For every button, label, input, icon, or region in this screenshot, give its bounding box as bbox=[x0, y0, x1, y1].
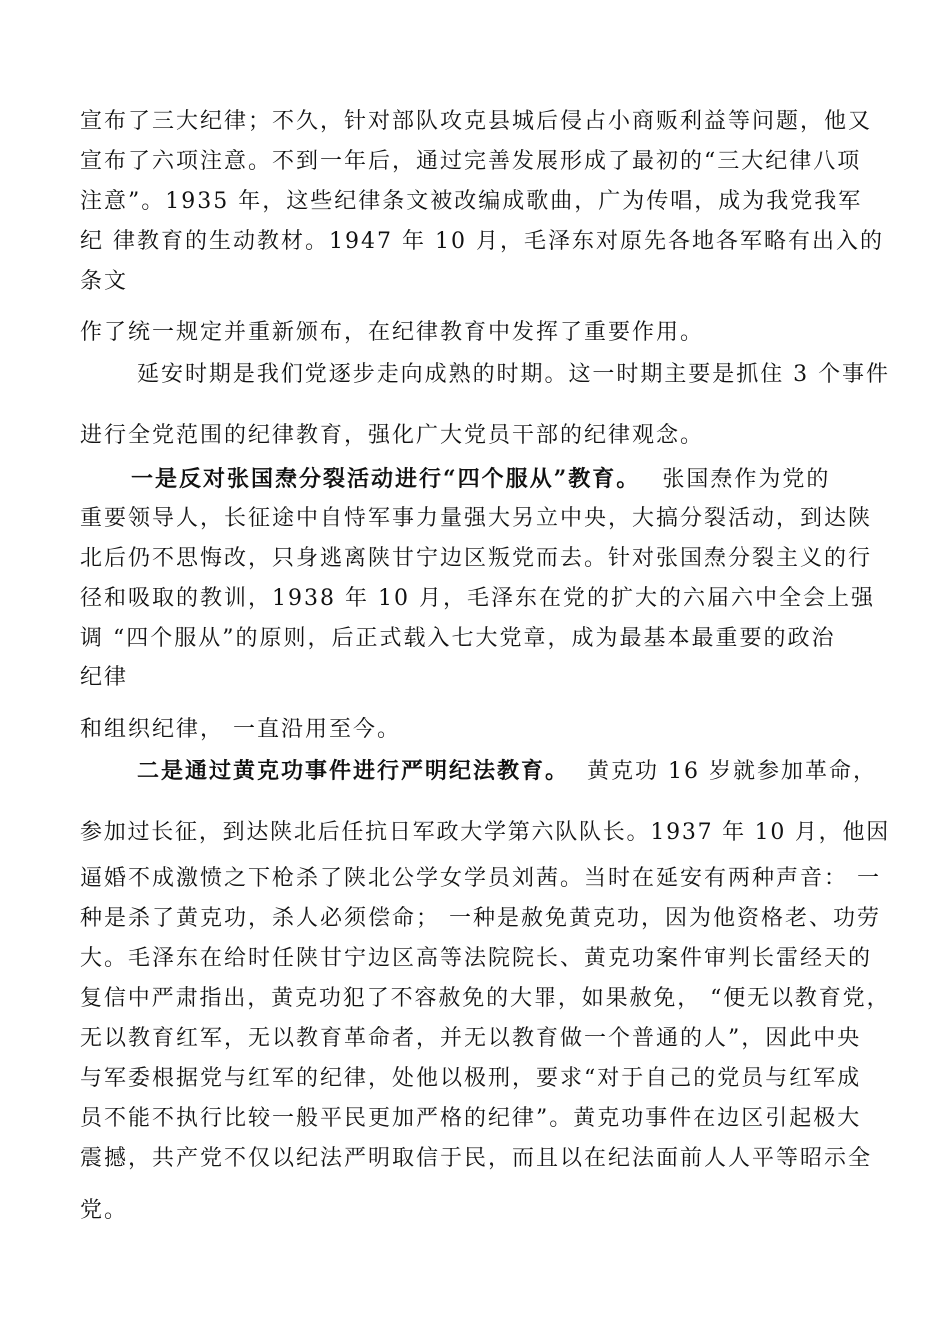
text-line-5: 条文 bbox=[80, 269, 129, 294]
heading-four-obediences: 一是反对张国焘分裂活动进行“四个服从”教育。 bbox=[131, 466, 641, 492]
text-line-23: 与军委根据党与红军的纪律，处他以极刑，要求“对于自己的党员与红军成 bbox=[80, 1066, 862, 1091]
text-line-20: 大。毛泽东在给时任陕甘宁边区高等法院院长、黄克功案件审判长雷经天的 bbox=[80, 946, 873, 971]
text-line-24: 员不能不执行比较一般平民更加严格的纪律”。黄克功事件在边区引起极大 bbox=[80, 1106, 862, 1131]
text-line-8: 进行全党范围的纪律教育，强化广大党员干部的纪律观念。 bbox=[80, 423, 705, 448]
text-line-6: 作了统一规定并重新颁布，在纪律教育中发挥了重要作用。 bbox=[80, 320, 705, 345]
text-line-1: 宣布了三大纪律；不久，针对部队攻克县城后侵占小商贩利益等问题，他又 bbox=[80, 109, 873, 134]
text-line-18: 逼婚不成激愤之下枪杀了陕北公学女学员刘茜。当时在延安有两种声音： 一 bbox=[80, 866, 881, 891]
text-line-12: 径和吸取的教训，1938 年 10 月，毛泽东在党的扩大的六届六中全会上强 bbox=[80, 586, 875, 611]
paragraph-yanan-intro: 延安时期是我们党逐步走向成熟的时期。这一时期主要是抓住 3 个事件 bbox=[137, 362, 890, 387]
text-line-17: 参加过长征，到达陕北后任抗日军政大学第六队队长。1937 年 10 月，他因 bbox=[80, 820, 890, 845]
text-line-22: 无以教育红军，无以教育革命者，并无以教育做一个普通的人”，因此中央 bbox=[80, 1026, 862, 1051]
text-line-15: 和组织纪律， 一直沿用至今。 bbox=[80, 717, 401, 742]
text-line-21: 复信中严肃指出，黄克功犯了不容赦免的大罪，如果赦免， “便无以教育党， bbox=[80, 986, 891, 1011]
text-segment: 黄克功 16 岁就参加革命， bbox=[587, 759, 877, 784]
heading-huang-kegong: 二是通过黄克功事件进行严明纪法教育。 bbox=[137, 758, 570, 784]
text-line-4: 纪 律教育的生动教材。1947 年 10 月，毛泽东对原先各地各军略有出入的 bbox=[80, 229, 884, 254]
text-line-3: 注意”。1935 年，这些纪律条文被改编成歌曲，广为传唱，成为我党我军 bbox=[80, 189, 863, 214]
text-line-25: 震撼，共产党不仅以纪法严明取信于民，而且以在纪法面前人人平等昭示全 bbox=[80, 1146, 873, 1171]
heading-paragraph-1 bbox=[131, 464, 830, 495]
text-line-13: 调 “四个服从”的原则，后正式载入七大党章，成为最基本最重要的政治 bbox=[80, 626, 836, 651]
text-line-11: 北后仍不思悔改，只身逃离陕甘宁边区叛党而去。针对张国焘分裂主义的行 bbox=[80, 546, 873, 571]
text-line-14: 纪律 bbox=[80, 665, 129, 690]
text-segment: 张国焘作为党的 bbox=[662, 467, 831, 492]
heading-paragraph-2 bbox=[137, 756, 877, 787]
text-line-2: 宣布了六项注意。不到一年后，通过完善发展形成了最初的“三大纪律八项 bbox=[80, 149, 862, 174]
text-line-26: 党。 bbox=[80, 1198, 129, 1223]
text-line-19: 种是杀了黄克功，杀人必须偿命； 一种是赦免黄克功，因为他资格老、功劳 bbox=[80, 906, 881, 931]
text-line-10: 重要领导人，长征途中自恃军事力量强大另立中央，大搞分裂活动，到达陕 bbox=[80, 506, 873, 531]
